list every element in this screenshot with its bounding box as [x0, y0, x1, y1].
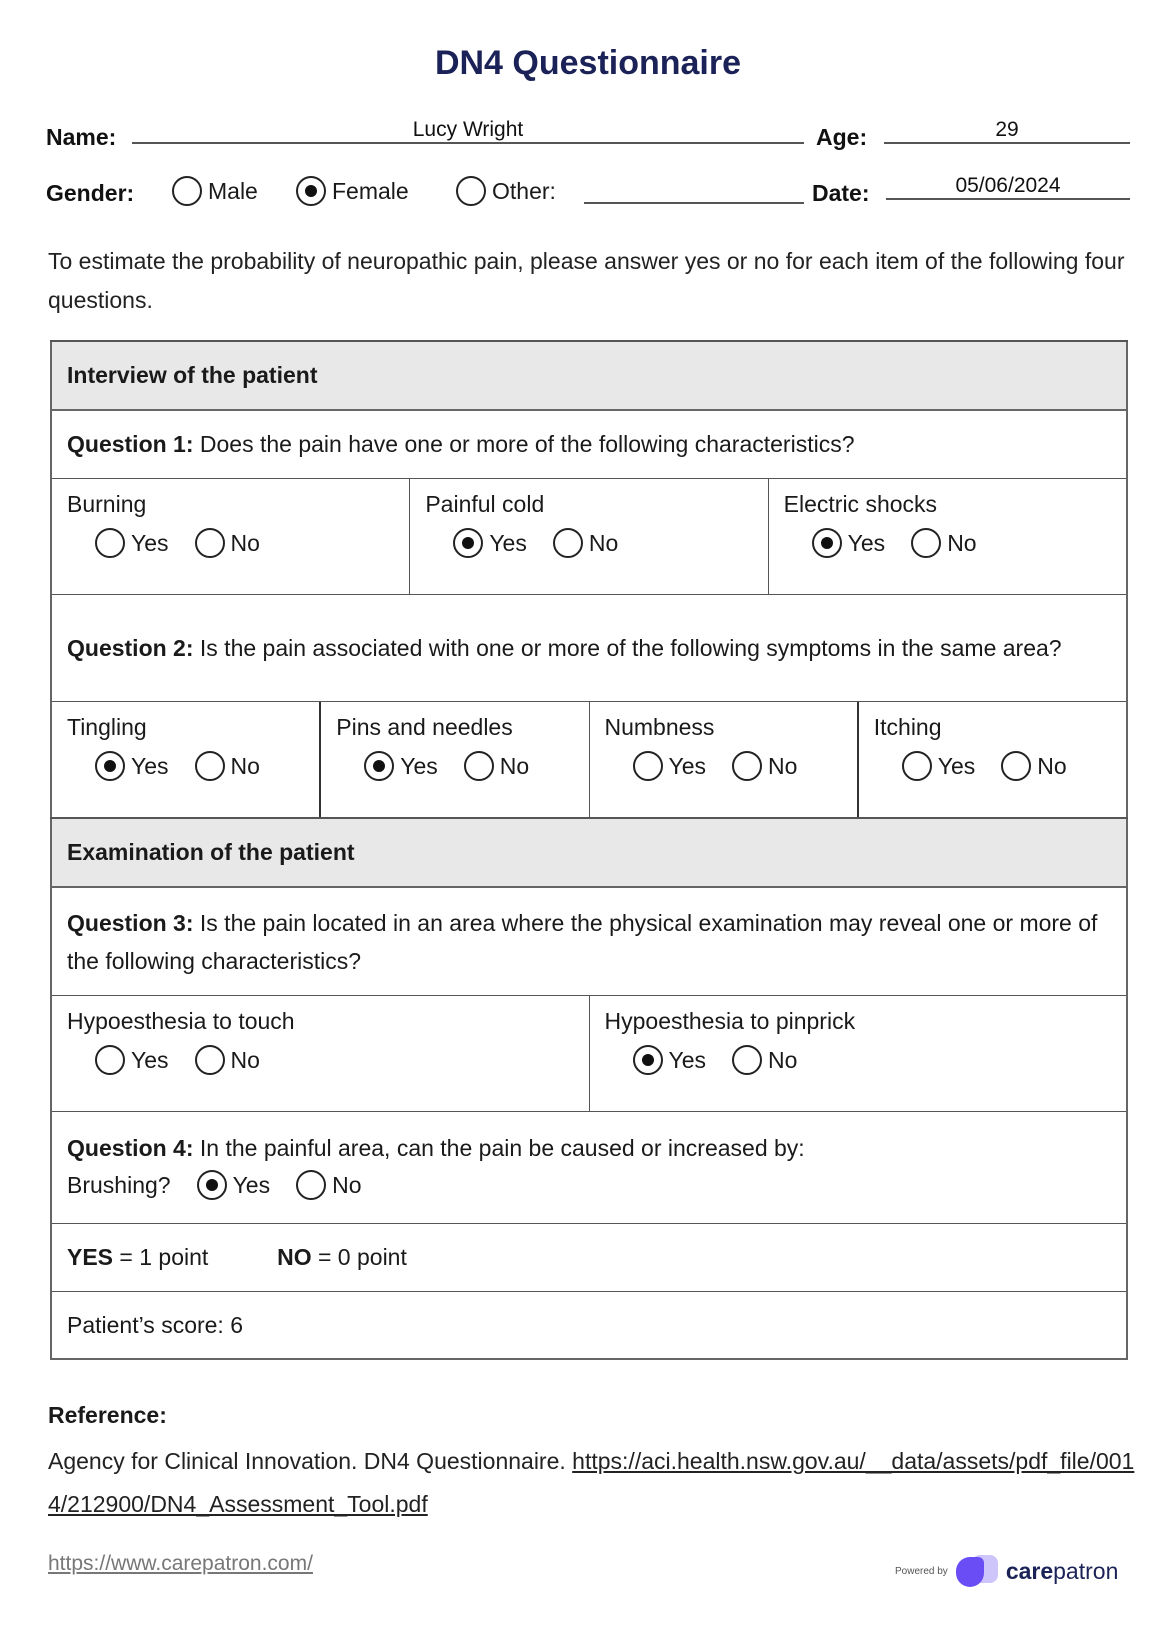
- question-3: [51, 887, 1127, 996]
- question-4-row: [51, 1112, 1127, 1224]
- powered-by-label: Powered by: [895, 1565, 948, 1577]
- brushing-yes-option[interactable]: [197, 1170, 271, 1200]
- patient-score: [51, 1292, 1127, 1360]
- yes-option[interactable]: [364, 751, 438, 781]
- item-options: [605, 751, 842, 781]
- item-burning: [52, 479, 410, 594]
- q1-items-grid: [52, 479, 1126, 594]
- q2-items-grid: [52, 702, 1126, 817]
- item-hypoesthesia-to-touch: [52, 996, 590, 1111]
- brushing-no-option[interactable]: [296, 1170, 361, 1200]
- radio-icon[interactable]: [553, 528, 583, 558]
- gender-male-label: Male: [208, 177, 258, 204]
- yes-option[interactable]: [633, 751, 707, 781]
- section-interview: [51, 341, 1127, 410]
- gender-female-label: Female: [332, 177, 409, 204]
- item-options: [874, 751, 1111, 781]
- no-option[interactable]: [195, 751, 260, 781]
- yes-label: Yes: [232, 1171, 271, 1198]
- item-hypoesthesia-to-pinprick: [590, 996, 1127, 1111]
- no-option[interactable]: [732, 1045, 797, 1075]
- score-value[interactable]: 6: [230, 1311, 244, 1338]
- instructions: To estimate the probability of neuropathic pain, please answer yes or no for each item of the following four questions.: [48, 248, 1125, 313]
- gender-other-field[interactable]: [584, 178, 804, 204]
- name-age-row: [46, 118, 1130, 158]
- radio-icon[interactable]: [902, 751, 932, 781]
- radio-checked-icon[interactable]: [95, 751, 125, 781]
- date-field[interactable]: 05/06/2024: [886, 174, 1130, 200]
- reference-link[interactable]: https://aci.health.nsw.gov.au/__data/assets/pdf_file/0014/212900/DN4_Assessment_Tool.pdf: [48, 1448, 1135, 1517]
- no-label: No: [1037, 752, 1067, 779]
- item-label: Hypoesthesia to touch: [67, 1008, 295, 1034]
- question-3-row: [51, 887, 1127, 996]
- no-label: No: [588, 529, 619, 556]
- item-options: [67, 528, 394, 558]
- yes-label: Yes: [400, 752, 438, 779]
- gender-date-row: [46, 174, 1130, 214]
- item-label: Electric shocks: [783, 491, 938, 517]
- no-label: No: [230, 1046, 260, 1073]
- no-label: No: [768, 752, 798, 779]
- date-label: Date:: [812, 180, 870, 206]
- item-label: Pins and needles: [336, 714, 513, 740]
- item-options: [784, 528, 1111, 558]
- item-options: [67, 1045, 574, 1075]
- no-option[interactable]: [1001, 751, 1066, 781]
- question-2-row: [51, 595, 1127, 702]
- radio-icon[interactable]: [195, 751, 225, 781]
- no-points-text: = 0 point: [311, 1244, 407, 1270]
- question-3-lead: Question 3:: [67, 909, 194, 936]
- no-label: No: [230, 529, 260, 556]
- dn4-table: [50, 340, 1128, 1360]
- name-label: Name:: [46, 124, 117, 150]
- question-1-text: Does the pain have one or more of the following characteristics?: [193, 431, 855, 457]
- no-option[interactable]: [911, 528, 976, 558]
- age-field[interactable]: 29: [884, 118, 1130, 144]
- radio-icon[interactable]: [911, 528, 941, 558]
- yes-points-text: = 1 point: [113, 1244, 209, 1270]
- question-2-items: [51, 702, 1127, 819]
- radio-icon[interactable]: [296, 1170, 326, 1200]
- item-itching: [859, 702, 1126, 817]
- reference-title: Reference:: [48, 1402, 167, 1428]
- section-examination: [51, 818, 1127, 887]
- question-4-text: In the painful area, can the pain be caused or increased by:: [193, 1135, 805, 1161]
- yes-label: Yes: [937, 752, 976, 779]
- question-2: [51, 595, 1127, 702]
- item-tingling: [52, 702, 321, 817]
- yes-label: Yes: [668, 1046, 707, 1073]
- radio-icon[interactable]: [464, 751, 494, 781]
- section-title: Interview of the patient: [51, 341, 1127, 410]
- item-options: [336, 751, 573, 781]
- radio-icon[interactable]: [456, 176, 486, 206]
- radio-checked-icon[interactable]: [296, 176, 326, 206]
- no-points-bold: NO: [277, 1244, 312, 1270]
- yes-option[interactable]: [95, 528, 169, 558]
- yes-option[interactable]: [95, 751, 169, 781]
- carepatron-logo-icon: [956, 1555, 998, 1587]
- question-3-items: [51, 996, 1127, 1112]
- name-field[interactable]: Lucy Wright: [132, 118, 804, 144]
- item-options: [605, 1045, 1112, 1075]
- no-label: No: [499, 752, 530, 779]
- question-1-row: [51, 410, 1127, 479]
- question-4: [51, 1112, 1127, 1224]
- age-label: Age:: [816, 124, 868, 150]
- gender-male-option[interactable]: [172, 176, 258, 206]
- question-1-lead: Question 1:: [67, 431, 194, 457]
- question-2-lead: Question 2:: [67, 635, 194, 661]
- score-row: [51, 1292, 1127, 1360]
- radio-icon[interactable]: [732, 1045, 762, 1075]
- no-label: No: [768, 1046, 798, 1073]
- carepatron-url-link[interactable]: https://www.carepatron.com/: [48, 1552, 313, 1575]
- gender-other-option[interactable]: [456, 176, 556, 206]
- score-label: Patient’s score:: [67, 1311, 224, 1338]
- radio-icon[interactable]: [95, 528, 125, 558]
- radio-checked-icon[interactable]: [364, 751, 394, 781]
- item-label: Tingling: [67, 714, 147, 740]
- gender-other-label: Other:: [492, 177, 556, 204]
- gender-female-option[interactable]: [296, 176, 409, 206]
- no-option[interactable]: [464, 751, 529, 781]
- yes-option[interactable]: [902, 751, 976, 781]
- no-label: No: [332, 1171, 362, 1198]
- item-label: Numbness: [604, 714, 715, 740]
- radio-icon[interactable]: [195, 528, 225, 558]
- section-title: Examination of the patient: [51, 818, 1127, 887]
- scoring-row: [51, 1224, 1127, 1292]
- yes-label: Yes: [668, 752, 707, 779]
- yes-label: Yes: [489, 529, 527, 556]
- question-1: [51, 410, 1127, 479]
- radio-icon[interactable]: [172, 176, 202, 206]
- reference-text: Agency for Clinical Innovation. DN4 Questionnaire.: [48, 1448, 573, 1474]
- item-painful-cold: [410, 479, 768, 594]
- brushing-row: [67, 1170, 1111, 1200]
- radio-icon[interactable]: [1001, 751, 1031, 781]
- page-title: DN4 Questionnaire: [434, 44, 742, 82]
- yes-option[interactable]: [95, 1045, 169, 1075]
- radio-checked-icon[interactable]: [812, 528, 842, 558]
- yes-label: Yes: [131, 529, 169, 556]
- no-option[interactable]: [195, 1045, 260, 1075]
- item-options: [425, 528, 752, 558]
- item-label: Painful cold: [425, 491, 545, 517]
- no-label: No: [230, 752, 260, 779]
- radio-icon[interactable]: [732, 751, 762, 781]
- yes-option[interactable]: [633, 1045, 707, 1075]
- radio-checked-icon[interactable]: [633, 1045, 663, 1075]
- question-3-text: Is the pain located in an area where the physical examination may reveal one or more of the following characteristics?: [67, 909, 1098, 974]
- question-1-items: [51, 479, 1127, 595]
- no-label: No: [947, 529, 977, 556]
- item-pins-and-needles: [321, 702, 589, 817]
- yes-option[interactable]: [453, 528, 527, 558]
- brand-name: carepatron: [1005, 1557, 1119, 1584]
- no-option[interactable]: [553, 528, 618, 558]
- radio-icon[interactable]: [95, 1045, 125, 1075]
- scoring-legend: [51, 1224, 1127, 1292]
- question-4-lead: Question 4:: [67, 1135, 194, 1161]
- yes-label: Yes: [847, 529, 886, 556]
- yes-label: Yes: [131, 752, 169, 779]
- no-option[interactable]: [732, 751, 797, 781]
- item-label: Hypoesthesia to pinprick: [604, 1008, 856, 1034]
- yes-label: Yes: [131, 1046, 169, 1073]
- item-electric-shocks: [769, 479, 1126, 594]
- no-option[interactable]: [195, 528, 260, 558]
- radio-icon[interactable]: [195, 1045, 225, 1075]
- radio-checked-icon[interactable]: [197, 1170, 227, 1200]
- powered-by-carepatron[interactable]: [895, 1555, 1118, 1587]
- q3-items-grid: [52, 996, 1126, 1111]
- radio-icon[interactable]: [633, 751, 663, 781]
- question-2-text: Is the pain associated with one or more of the following symptoms in the same area?: [193, 635, 1062, 661]
- yes-option[interactable]: [812, 528, 886, 558]
- item-label: Burning: [67, 491, 147, 517]
- radio-checked-icon[interactable]: [453, 528, 483, 558]
- brushing-label: Brushing?: [67, 1171, 171, 1198]
- item-options: [67, 751, 304, 781]
- item-label: Itching: [873, 714, 942, 740]
- reference-body: [48, 1440, 1138, 1526]
- gender-label: Gender:: [46, 180, 135, 206]
- yes-points-bold: YES: [67, 1244, 114, 1270]
- item-numbness: [590, 702, 859, 817]
